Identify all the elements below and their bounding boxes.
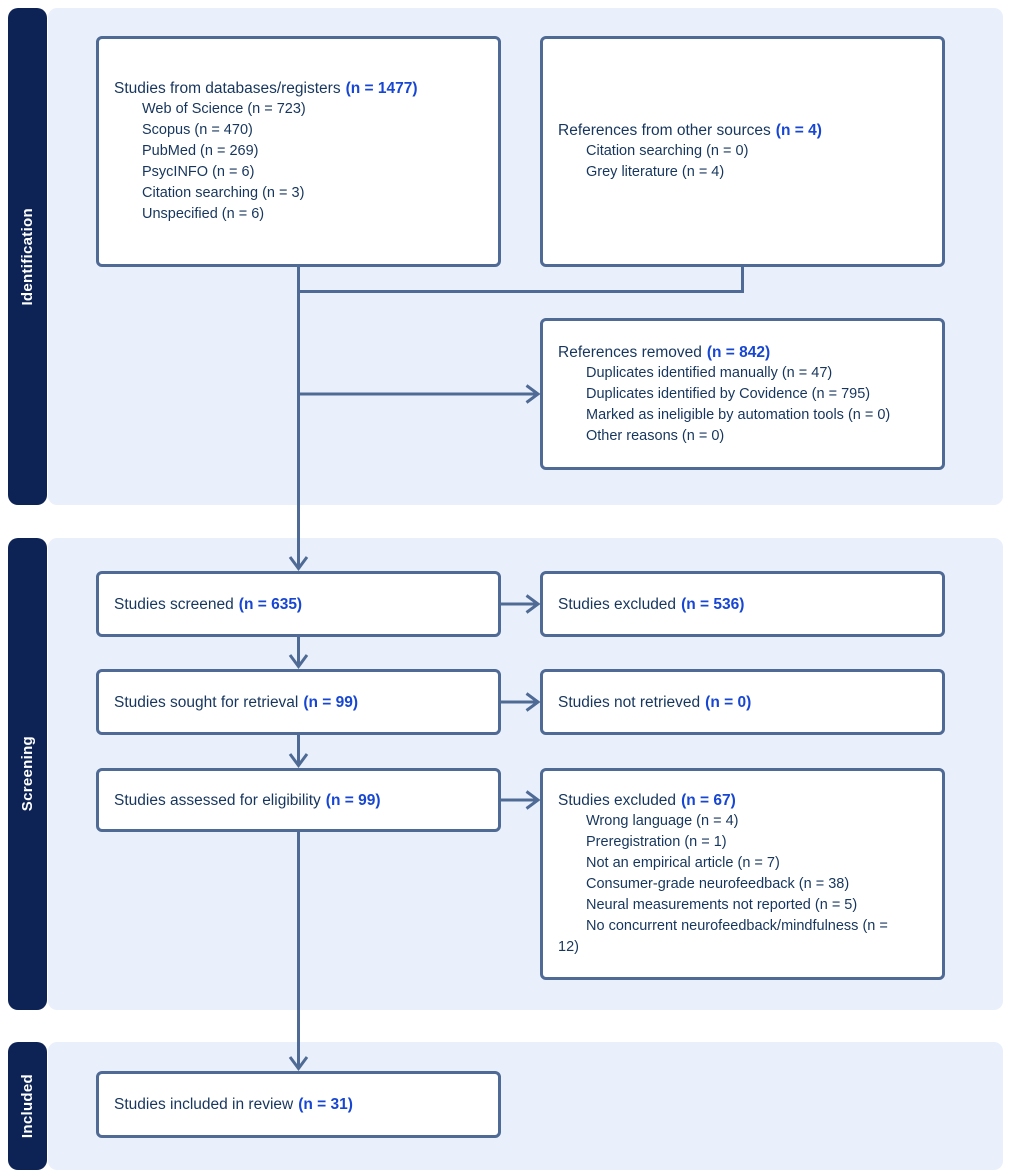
box-title: Studies excluded bbox=[558, 792, 677, 809]
box-title-line bbox=[114, 594, 484, 615]
box-item: Consumer-grade neurofeedback (n = 38) bbox=[586, 876, 850, 892]
box-studies-excluded-eligibility bbox=[540, 768, 945, 980]
box-title: References from other sources bbox=[558, 122, 771, 139]
section-label-identification: Identification bbox=[19, 207, 36, 306]
box-item: Neural measurements not reported (n = 5) bbox=[586, 897, 858, 913]
box-count: (n = 4) bbox=[775, 122, 822, 139]
box-title: Studies excluded bbox=[558, 595, 677, 613]
box-item: Citation searching (n = 0) bbox=[586, 143, 749, 159]
box-item: Grey literature (n = 4) bbox=[586, 164, 725, 180]
box-references-removed bbox=[540, 318, 945, 470]
section-label-included: Included bbox=[19, 1073, 36, 1139]
box-item: Scopus (n = 470) bbox=[142, 122, 253, 138]
box-studies-from-databases bbox=[96, 36, 501, 267]
box-item: Preregistration (n = 1) bbox=[586, 834, 727, 850]
box-studies-not-retrieved bbox=[540, 669, 945, 735]
box-title: Studies screened bbox=[114, 595, 234, 613]
box-item: Marked as ineligible by automation tools (n = 0) bbox=[586, 406, 891, 423]
box-studies-excluded-screening bbox=[540, 571, 945, 637]
box-count: (n = 842) bbox=[706, 343, 771, 361]
box-references-other-sources bbox=[540, 36, 945, 267]
box-studies-included-review bbox=[96, 1071, 501, 1138]
box-item: Web of Science (n = 723) bbox=[142, 101, 306, 117]
box-title: Studies included in review bbox=[114, 1096, 294, 1113]
section-label-screening: Screening bbox=[19, 736, 36, 812]
box-item: PsycINFO (n = 6) bbox=[142, 164, 255, 180]
box-title-line bbox=[114, 790, 484, 811]
section-bar-identification bbox=[8, 8, 47, 505]
box-item: Citation searching (n = 3) bbox=[142, 185, 305, 201]
box-item: Duplicates identified by Covidence (n = 795) bbox=[586, 385, 871, 402]
box-count: (n = 1477) bbox=[345, 80, 418, 97]
box-title-line bbox=[114, 1094, 484, 1115]
section-bar-included bbox=[8, 1042, 47, 1170]
box-title-line bbox=[558, 120, 928, 141]
box-count: (n = 67) bbox=[681, 792, 736, 809]
box-count: (n = 0) bbox=[705, 693, 752, 711]
box-count: (n = 536) bbox=[681, 595, 745, 613]
box-title-line bbox=[114, 692, 484, 713]
box-studies-assessed-eligibility bbox=[96, 768, 501, 832]
box-title-line bbox=[558, 594, 928, 615]
box-studies-screened bbox=[96, 571, 501, 637]
box-title: Studies not retrieved bbox=[558, 693, 701, 711]
box-title: References removed bbox=[558, 343, 702, 361]
box-title-line bbox=[558, 692, 928, 713]
box-title-line bbox=[558, 342, 932, 363]
box-count: (n = 31) bbox=[298, 1096, 353, 1113]
box-item: PubMed (n = 269) bbox=[142, 143, 259, 159]
box-item: Not an empirical article (n = 7) bbox=[586, 855, 780, 871]
box-count: (n = 635) bbox=[238, 595, 303, 613]
box-title: Studies from databases/registers bbox=[114, 80, 341, 97]
box-count: (n = 99) bbox=[325, 791, 381, 809]
box-title-line bbox=[558, 790, 912, 811]
box-item: Unspecified (n = 6) bbox=[142, 206, 265, 222]
box-title: Studies assessed for eligibility bbox=[114, 791, 321, 809]
box-title: Studies sought for retrieval bbox=[114, 693, 299, 711]
box-item: Wrong language (n = 4) bbox=[586, 813, 739, 829]
box-count: (n = 99) bbox=[303, 693, 359, 711]
box-item: No concurrent neurofeedback/mindfulness (n = 12) bbox=[558, 918, 888, 955]
box-item: Other reasons (n = 0) bbox=[586, 427, 725, 444]
box-title-line bbox=[114, 78, 484, 99]
box-item: Duplicates identified manually (n = 47) bbox=[586, 364, 833, 381]
section-bar-screening bbox=[8, 538, 47, 1010]
box-studies-sought-retrieval bbox=[96, 669, 501, 735]
